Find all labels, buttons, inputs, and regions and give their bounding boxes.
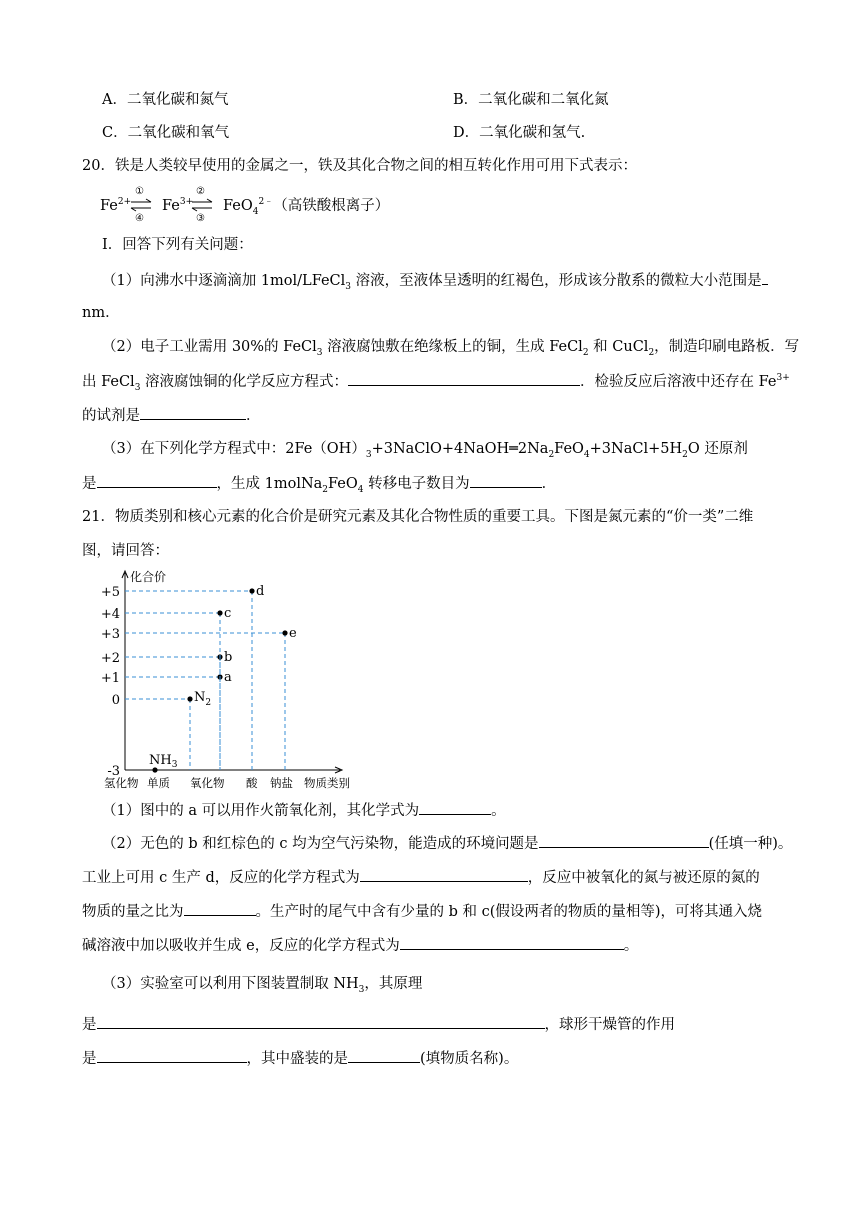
q21-sub2-line4: 碱溶液中加以吸收并生成 e，反应的化学方程式为 。 [82, 935, 638, 956]
data-point [152, 767, 157, 772]
option-b: B．二氧化碳和二氧化氮 [453, 92, 609, 108]
part-1-heading: I．回答下列有关问题： [102, 237, 253, 253]
point-label: c [224, 606, 232, 621]
point-label: d [256, 584, 265, 599]
answer-blank[interactable] [419, 800, 491, 815]
answer-blank[interactable] [400, 935, 624, 950]
y-axis-label: 化合价 [130, 570, 167, 584]
q20-sub3-line1: （3）在下列化学方程式中：$2Fe(OH)_3+3NaClO+4NaOH═2Na_2FeO_4+3NaCl+5H_2O$ 还原剂 [102, 441, 748, 460]
q20-sub1-line2: nm． [82, 305, 120, 321]
q20-stem: 20．铁是人类较早使用的金属之一，铁及其化合物之间的相互转化作用可用下式表示： [82, 158, 637, 174]
ferrate-ion: FeO$_4^{2﹣}$（高铁酸根离子） [223, 197, 390, 217]
answer-blank[interactable] [360, 867, 528, 882]
x-tick-label: 酸 [246, 776, 258, 790]
x-tick-label: 单质 [147, 776, 170, 790]
answer-blank[interactable] [539, 833, 709, 848]
answer-blank[interactable] [140, 405, 246, 420]
data-point [282, 630, 287, 635]
q20-sub1-line1: （1）向沸水中逐滴滴加 1mol/LFeCl$_3$ 溶液，至液体呈透明的红褐色，形成该分散系的微粒大小范围是 [102, 270, 768, 291]
x-tick-label: 氢化物 [104, 776, 139, 790]
option-d: D．二氧化碳和氢气. [453, 125, 586, 141]
valence-class-chart [100, 565, 350, 790]
answer-blank[interactable] [348, 371, 580, 386]
q21-stem-line1: 21．物质类别和核心元素的化合价是研究元素及其化合物性质的重要工具。下图是氮元素的“价一类”二维 [82, 509, 754, 525]
point-label: e [289, 626, 297, 641]
option-a: A．二氧化碳和氮气 [102, 92, 229, 108]
answer-blank[interactable] [762, 270, 768, 285]
point-label: $N_2$ [194, 690, 212, 708]
y-tick-label: +4 [100, 607, 120, 622]
answer-blank[interactable] [184, 901, 256, 916]
fe3-ion: $Fe^{3+}$ [162, 197, 194, 214]
answer-blank[interactable] [348, 1048, 420, 1063]
equilibrium-arrow-1 [130, 198, 152, 212]
q21-sub2-line3: 物质的量之比为 。生产时的尾气中含有少量的 b 和 c(假设两者的物质的量相等)，可将其通入烧 [82, 901, 762, 922]
data-point [187, 696, 192, 701]
arrow1-bottom-label: ④ [135, 213, 144, 224]
q20-sub3-line2: 是 ，生成 1molNa$_2$FeO$_4$ 转移电子数目为 ． [82, 473, 556, 494]
q21-sub1: （1）图中的 a 可以用作火箭氧化剂，其化学式为 。 [102, 800, 506, 821]
x-tick-label: 氧化物 [190, 776, 225, 790]
arrow2-top-label: ② [196, 186, 205, 197]
q21-sub2-line2: 工业上可用 c 生产 d，反应的化学方程式为 ，反应中被氧化的氮与被还原的氮的 [82, 867, 760, 888]
answer-blank[interactable] [97, 1048, 247, 1063]
y-tick-label: +3 [100, 627, 120, 642]
q21-sub3-line3: 是 ，其中盛装的是 (填物质名称)。 [82, 1048, 518, 1069]
equilibrium-arrow-2 [191, 198, 213, 212]
arrow2-bottom-label: ③ [196, 213, 205, 224]
q21-sub3-line2: 是 ，球形干燥管的作用 [82, 1014, 675, 1035]
x-axis-label: 物质类别 [304, 776, 350, 790]
point-label: $NH_3$ [149, 753, 178, 770]
x-tick-label: 钠盐 [270, 776, 293, 790]
data-point [217, 610, 222, 615]
answer-blank[interactable] [470, 473, 542, 488]
data-point [249, 588, 254, 593]
answer-blank[interactable] [97, 473, 217, 488]
answer-blank[interactable] [97, 1014, 545, 1029]
q20-sub2-line2: 出 FeCl$_3$ 溶液腐蚀铜的化学反应方程式： ．检验反应后溶液中还存在 $Fe^{3+}$ [82, 371, 790, 392]
fe2-ion: $Fe^{2+}$ [100, 197, 132, 214]
iron-conversion-scheme [100, 186, 440, 226]
q20-sub2-line3: 的试剂是 ． [82, 405, 261, 426]
option-c: C．二氧化碳和氧气 [102, 125, 230, 141]
q21-sub3-line1: （3）实验室可以利用下图装置制取 $NH_3$，其原理 [102, 976, 423, 995]
q21-stem-line2: 图，请回答： [82, 543, 169, 559]
y-tick-label: +1 [100, 671, 120, 686]
y-tick-label: +2 [100, 651, 120, 666]
y-tick-label: 0 [111, 693, 120, 708]
y-tick-label: +5 [100, 585, 120, 600]
y-tick-label: -3 [107, 764, 120, 779]
q20-sub2-line1: （2）电子工业需用 30%的 FeCl$_3$ 溶液腐蚀敷在绝缘板上的铜，生成 FeCl$_2$ 和 CuCl$_2$，制造印刷电路板．写 [102, 339, 800, 358]
point-label: b [224, 650, 233, 665]
q21-sub2-line1: （2）无色的 b 和红棕色的 c 均为空气污染物，能造成的环境问题是 (任填一种)。 [102, 833, 792, 854]
arrow1-top-label: ① [135, 186, 144, 197]
point-label: a [224, 670, 232, 685]
